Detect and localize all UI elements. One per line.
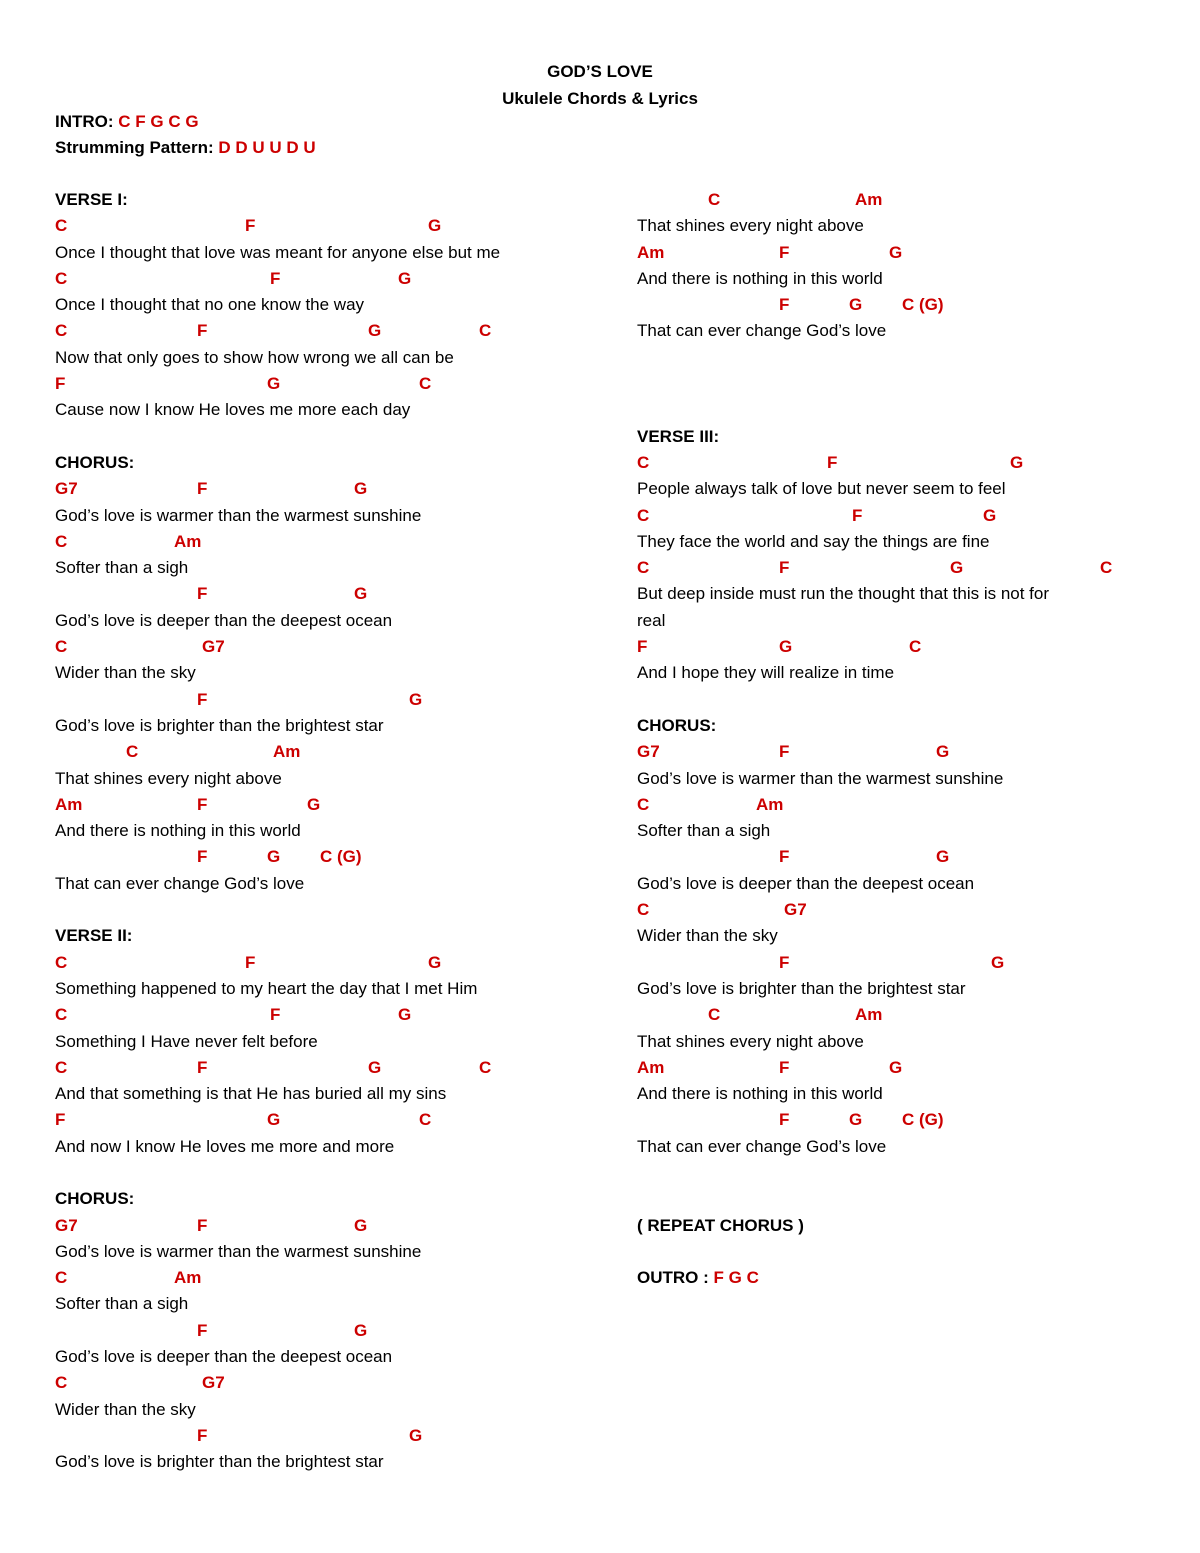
chord: G	[409, 689, 423, 709]
chord: C	[637, 794, 650, 814]
chord-line	[637, 292, 1157, 318]
chord: G7	[55, 1215, 78, 1235]
chord: Am	[637, 1057, 665, 1077]
chord: C	[1100, 558, 1113, 578]
chord-line	[637, 1055, 1157, 1081]
chord: G	[849, 1110, 863, 1130]
blank-line	[637, 687, 1157, 713]
lyric-line: God’s love is brighter than the brightest star	[637, 978, 966, 998]
lyric-line: And I hope they will realize in time	[637, 663, 895, 683]
chord: C	[708, 1005, 721, 1025]
lyric-line: People always talk of love but never seem to feel	[637, 479, 1006, 499]
chord: Am	[637, 242, 665, 262]
chord: G	[354, 479, 368, 499]
chord: G7	[55, 479, 78, 499]
chord: G	[950, 558, 964, 578]
chord-line	[55, 1107, 615, 1133]
chord: C	[55, 1373, 68, 1393]
chord: F	[270, 268, 281, 288]
chord-line	[55, 476, 615, 502]
chord: G	[889, 1057, 903, 1077]
chord-line	[637, 634, 1157, 660]
chord: F	[779, 742, 790, 762]
lyric-line: That can ever change God’s love	[55, 873, 305, 893]
chord: C (G)	[902, 1110, 944, 1130]
chord: C	[479, 1057, 492, 1077]
chord: C	[55, 1005, 68, 1025]
lyric-line: Softer than a sigh	[55, 1294, 189, 1314]
chord: F	[779, 295, 790, 315]
chord-line	[55, 266, 615, 292]
chord: C	[126, 742, 139, 762]
chord-line	[55, 1055, 615, 1081]
chord: C	[55, 531, 68, 551]
chord: G	[889, 242, 903, 262]
lyric-line: That can ever change God’s love	[637, 1136, 887, 1156]
chord: F	[245, 952, 256, 972]
chord: F	[779, 1110, 790, 1130]
chord-line	[637, 1107, 1157, 1133]
chord-line	[55, 1002, 615, 1028]
chord: G	[398, 1005, 412, 1025]
chord-line	[637, 240, 1157, 266]
section-heading: CHORUS:	[55, 1189, 135, 1209]
strumming-line	[55, 135, 316, 161]
chord-line	[637, 450, 1157, 476]
chord-line	[55, 529, 615, 555]
chord-line	[637, 897, 1157, 923]
lyric-line: God’s love is deeper than the deepest ocean	[637, 873, 975, 893]
chord-line	[55, 1370, 615, 1396]
intro-line	[55, 109, 199, 135]
lyric-line: They face the world and say the things are fine	[637, 531, 990, 551]
chord-line	[55, 739, 615, 765]
lyric-line: God’s love is warmer than the warmest sunshine	[55, 1241, 422, 1261]
chord: G	[936, 847, 950, 867]
chord: C	[55, 952, 68, 972]
chord: G	[307, 794, 321, 814]
outro-line	[637, 1265, 1157, 1291]
chord: F	[197, 847, 208, 867]
chord: C	[909, 637, 922, 657]
outro-chords: F G C	[713, 1268, 759, 1288]
lyric-line: And there is nothing in this world	[637, 1084, 883, 1104]
section-heading: ( REPEAT CHORUS )	[637, 1215, 804, 1235]
chord: C	[55, 1057, 68, 1077]
chord: F	[827, 452, 838, 472]
chord: G	[368, 1057, 382, 1077]
lyric-line: Wider than the sky	[55, 1399, 196, 1419]
chord-line	[637, 739, 1157, 765]
chord: F	[779, 1057, 790, 1077]
chord-line	[55, 1213, 615, 1239]
chord-line	[55, 687, 615, 713]
lyric-line: Something happened to my heart the day that I met Him	[55, 978, 478, 998]
outro-label: OUTRO :	[637, 1268, 709, 1288]
lyric-line: That shines every night above	[637, 216, 864, 236]
lyric-line: Wider than the sky	[55, 663, 196, 683]
lyric-line: Once I thought that no one know the way	[55, 295, 365, 315]
chord: F	[55, 1110, 66, 1130]
chord: F	[637, 637, 648, 657]
chord-line	[55, 1423, 615, 1449]
chord-line	[637, 503, 1157, 529]
chord: F	[779, 242, 790, 262]
left-column	[55, 187, 615, 1476]
chord: F	[852, 505, 863, 525]
blank-line	[637, 345, 1157, 371]
chord-line	[55, 318, 615, 344]
chord: G	[428, 216, 442, 236]
lyric-line: God’s love is brighter than the brightest star	[55, 715, 384, 735]
chord: G7	[202, 637, 225, 657]
chord: G	[354, 1215, 368, 1235]
lyric-line: Now that only goes to show how wrong we all can be	[55, 347, 454, 367]
intro-label: INTRO:	[55, 112, 114, 131]
chord: F	[779, 952, 790, 972]
chord: Am	[855, 190, 883, 209]
chord: F	[197, 584, 208, 604]
blank-line	[55, 424, 615, 450]
chord: G7	[202, 1373, 225, 1393]
blank-line	[637, 1239, 1157, 1265]
chord: F	[270, 1005, 281, 1025]
lyric-line: God’s love is warmer than the warmest sunshine	[637, 768, 1004, 788]
chord-line	[55, 1318, 615, 1344]
lyric-line: God’s love is brighter than the brightest star	[55, 1452, 384, 1472]
chord: F	[197, 479, 208, 499]
lyric-line: God’s love is warmer than the warmest sunshine	[55, 505, 422, 525]
chord: F	[197, 1320, 208, 1340]
chord: F	[197, 321, 208, 341]
lyric-line: Wider than the sky	[637, 926, 778, 946]
chord: F	[197, 1425, 208, 1445]
song-subtitle: Ukulele Chords & Lyrics	[502, 89, 698, 108]
chord: F	[197, 1057, 208, 1077]
lyric-line: Cause now I know He loves me more each day	[55, 400, 411, 420]
strumming-label: Strumming Pattern:	[55, 138, 214, 157]
section-heading: CHORUS:	[637, 715, 717, 735]
chord: G	[1010, 452, 1024, 472]
lyric-line: And that something is that He has buried all my sins	[55, 1084, 447, 1104]
section-heading: CHORUS:	[55, 452, 135, 472]
chord: G	[779, 637, 793, 657]
chord: C	[708, 190, 721, 209]
chord: G	[428, 952, 442, 972]
song-title: GOD’S LOVE	[547, 62, 653, 81]
chord: C	[419, 1110, 432, 1130]
section-heading: VERSE I:	[55, 190, 128, 209]
chord: G	[354, 1320, 368, 1340]
chord: C	[55, 216, 68, 236]
lyric-line: real	[637, 610, 666, 630]
chord-line	[637, 187, 1157, 213]
chord: G	[368, 321, 382, 341]
chord: G	[849, 295, 863, 315]
chord: C (G)	[902, 295, 944, 315]
lyric-line: And there is nothing in this world	[55, 821, 301, 841]
chord-line	[637, 844, 1157, 870]
chord: F	[55, 374, 66, 394]
lyric-line: Softer than a sigh	[55, 558, 189, 578]
chord: Am	[273, 742, 301, 762]
blank-line	[637, 397, 1157, 423]
lyric-line: God’s love is deeper than the deepest ocean	[55, 610, 393, 630]
chord: C	[479, 321, 492, 341]
chord: C	[55, 321, 68, 341]
chord-line	[55, 844, 615, 870]
chord: C	[637, 558, 650, 578]
section-heading: VERSE II:	[55, 926, 133, 946]
chord: G	[267, 1110, 281, 1130]
chord: C	[55, 268, 68, 288]
chord: G	[354, 584, 368, 604]
blank-line	[55, 1160, 615, 1186]
chord: Am	[756, 794, 784, 814]
chord-line	[55, 371, 615, 397]
chord-line	[55, 581, 615, 607]
chord-line	[637, 555, 1157, 581]
chord: G	[991, 952, 1005, 972]
title-block	[0, 58, 1200, 112]
chord: Am	[855, 1005, 883, 1025]
chord: F	[197, 1215, 208, 1235]
chord: Am	[55, 794, 83, 814]
chord: G7	[637, 742, 660, 762]
chord: G	[267, 374, 281, 394]
chord: Am	[174, 1268, 202, 1288]
chord: G7	[784, 900, 807, 920]
intro-chords: C F G C G	[118, 112, 199, 131]
blank-line	[55, 897, 615, 923]
lyric-line: That shines every night above	[637, 1031, 864, 1051]
chord: C	[55, 637, 68, 657]
chord: F	[245, 216, 256, 236]
lyric-line: And now I know He loves me more and more	[55, 1136, 395, 1156]
chord-line	[637, 1002, 1157, 1028]
chord-line	[55, 213, 615, 239]
chord: C	[637, 452, 650, 472]
chord: G	[267, 847, 281, 867]
chord: C	[637, 505, 650, 525]
lyric-line: And there is nothing in this world	[637, 268, 883, 288]
chord: F	[779, 558, 790, 578]
chord-line	[55, 1265, 615, 1291]
lyric-line: But deep inside must run the thought that this is not for	[637, 584, 1050, 604]
chord-line	[637, 792, 1157, 818]
blank-line	[637, 1186, 1157, 1212]
chord: G	[936, 742, 950, 762]
chord: Am	[174, 531, 202, 551]
chord: F	[197, 689, 208, 709]
chord: F	[779, 847, 790, 867]
section-heading: VERSE III:	[637, 426, 720, 446]
lyric-line: Softer than a sigh	[637, 821, 771, 841]
blank-line	[637, 371, 1157, 397]
chord: G	[983, 505, 997, 525]
lyric-line: Something I Have never felt before	[55, 1031, 318, 1051]
chord-line	[55, 950, 615, 976]
chord: C (G)	[320, 847, 362, 867]
lyric-line: That shines every night above	[55, 768, 282, 788]
chord-line	[55, 634, 615, 660]
chord-line	[55, 792, 615, 818]
lyric-line: Once I thought that love was meant for anyone else but me	[55, 242, 501, 262]
lyric-line: God’s love is deeper than the deepest ocean	[55, 1347, 393, 1367]
chord: G	[409, 1425, 423, 1445]
chord: G	[398, 268, 412, 288]
chord: C	[419, 374, 432, 394]
chord: F	[197, 794, 208, 814]
blank-line	[637, 1160, 1157, 1186]
right-column	[637, 187, 1157, 1291]
chord-line	[637, 950, 1157, 976]
lyric-line: That can ever change God’s love	[637, 321, 887, 341]
chord: C	[637, 900, 650, 920]
chord: C	[55, 1268, 68, 1288]
strumming-pattern: D D U U D U	[218, 138, 316, 157]
